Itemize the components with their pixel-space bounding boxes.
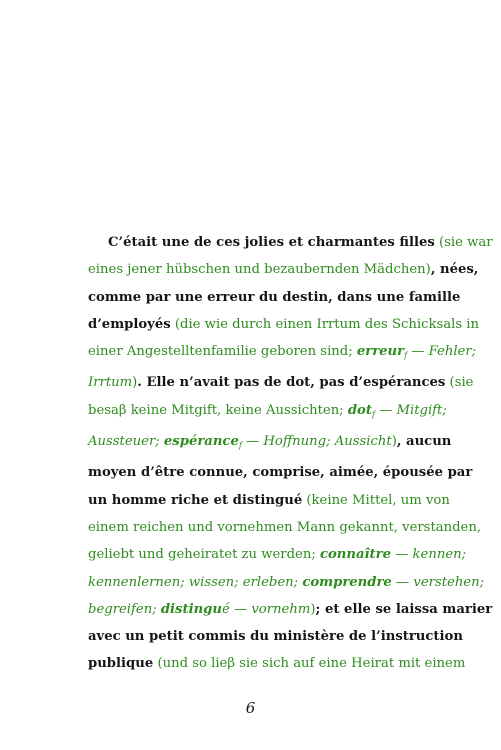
- vocabulary-headword: comprendre: [302, 574, 392, 590]
- paragraph-line: [88, 256, 479, 283]
- paragraph-line: [88, 650, 466, 677]
- paragraph-line: [88, 369, 474, 396]
- paragraph-line: [88, 487, 450, 514]
- german-translation: ): [391, 434, 397, 450]
- french-text: , nées,: [430, 262, 479, 278]
- german-gloss: é — vornehm: [221, 601, 311, 617]
- german-gloss: kennenlernen; wissen; erleben;: [88, 574, 303, 590]
- vocabulary-headword: connaître: [319, 547, 391, 563]
- french-text: C’était une de ces jolies et charmantes filles: [108, 235, 435, 250]
- paragraph-line: [88, 459, 473, 486]
- french-text: moyen d’être connue, comprise, aimée, épousée par: [88, 465, 473, 481]
- paragraph-line: [88, 428, 452, 459]
- french-text: . Elle n’avait pas de dot, pas d’espérances: [137, 375, 446, 391]
- vocabulary-headword: erreur: [356, 344, 405, 360]
- french-text: avec un petit commis du ministère de l’instruction: [88, 629, 463, 645]
- french-text: publique: [88, 656, 154, 672]
- german-gloss: — verstehen;: [391, 574, 485, 590]
- french-text: , aucun: [396, 434, 452, 450]
- gender-marker: f: [371, 409, 375, 419]
- german-translation: (sie war: [434, 235, 493, 250]
- german-gloss: Irrtum: [88, 375, 133, 391]
- paragraph-line: [88, 569, 485, 596]
- paragraph-line: [88, 596, 493, 623]
- german-translation: (und so lieβ sie sich auf eine Heirat mit einem: [153, 656, 466, 672]
- german-translation: besaβ keine Mitgift, keine Aussichten;: [88, 402, 348, 418]
- german-gloss: — Fehler;: [407, 344, 477, 360]
- german-translation: (sie: [445, 375, 474, 391]
- french-text: d’employés: [88, 316, 171, 332]
- german-gloss: — Mitgift;: [374, 402, 447, 418]
- french-text: un homme riche et distingué: [88, 492, 303, 508]
- paragraph-line: [88, 514, 482, 541]
- german-gloss: — Hoffnung; Aussicht: [241, 434, 392, 450]
- paragraph-line: [88, 338, 477, 369]
- german-translation: einer Angestelltenfamilie geboren sind;: [88, 344, 357, 360]
- french-text: ; et elle se laissa marier: [315, 601, 493, 617]
- german-translation: ): [132, 375, 138, 391]
- german-translation: einem reichen und vornehmen Mann gekannt, verstanden,: [88, 519, 482, 535]
- page-number: 6: [245, 699, 256, 717]
- german-translation: (die wie durch einen Irrtum des Schicksals in: [170, 316, 480, 332]
- french-text: comme par une erreur du destin, dans une famille: [88, 289, 461, 305]
- paragraph-line: [88, 541, 467, 568]
- paragraph-line: [88, 229, 493, 256]
- german-translation: ): [310, 601, 316, 617]
- book-paragraph: [88, 229, 493, 678]
- paragraph-line: [88, 397, 447, 428]
- german-translation: eines jener hübschen und bezaubernden Mädchen): [88, 262, 431, 278]
- vocabulary-headword: distingu: [160, 601, 222, 617]
- paragraph-line: [88, 311, 480, 338]
- german-translation: geliebt und geheiratet zu werden;: [88, 547, 320, 563]
- vocabulary-headword: dot: [347, 402, 372, 418]
- vocabulary-headword: espérance: [163, 434, 239, 450]
- german-gloss: begreifen;: [88, 601, 161, 617]
- gender-marker: f: [404, 351, 408, 361]
- paragraph-line: [88, 623, 463, 650]
- paragraph-line: [88, 284, 461, 311]
- german-gloss: Aussteuer;: [88, 434, 164, 450]
- german-translation: (keine Mittel, um von: [302, 492, 450, 508]
- german-gloss: — kennen;: [390, 547, 467, 563]
- gender-marker: f: [238, 441, 242, 451]
